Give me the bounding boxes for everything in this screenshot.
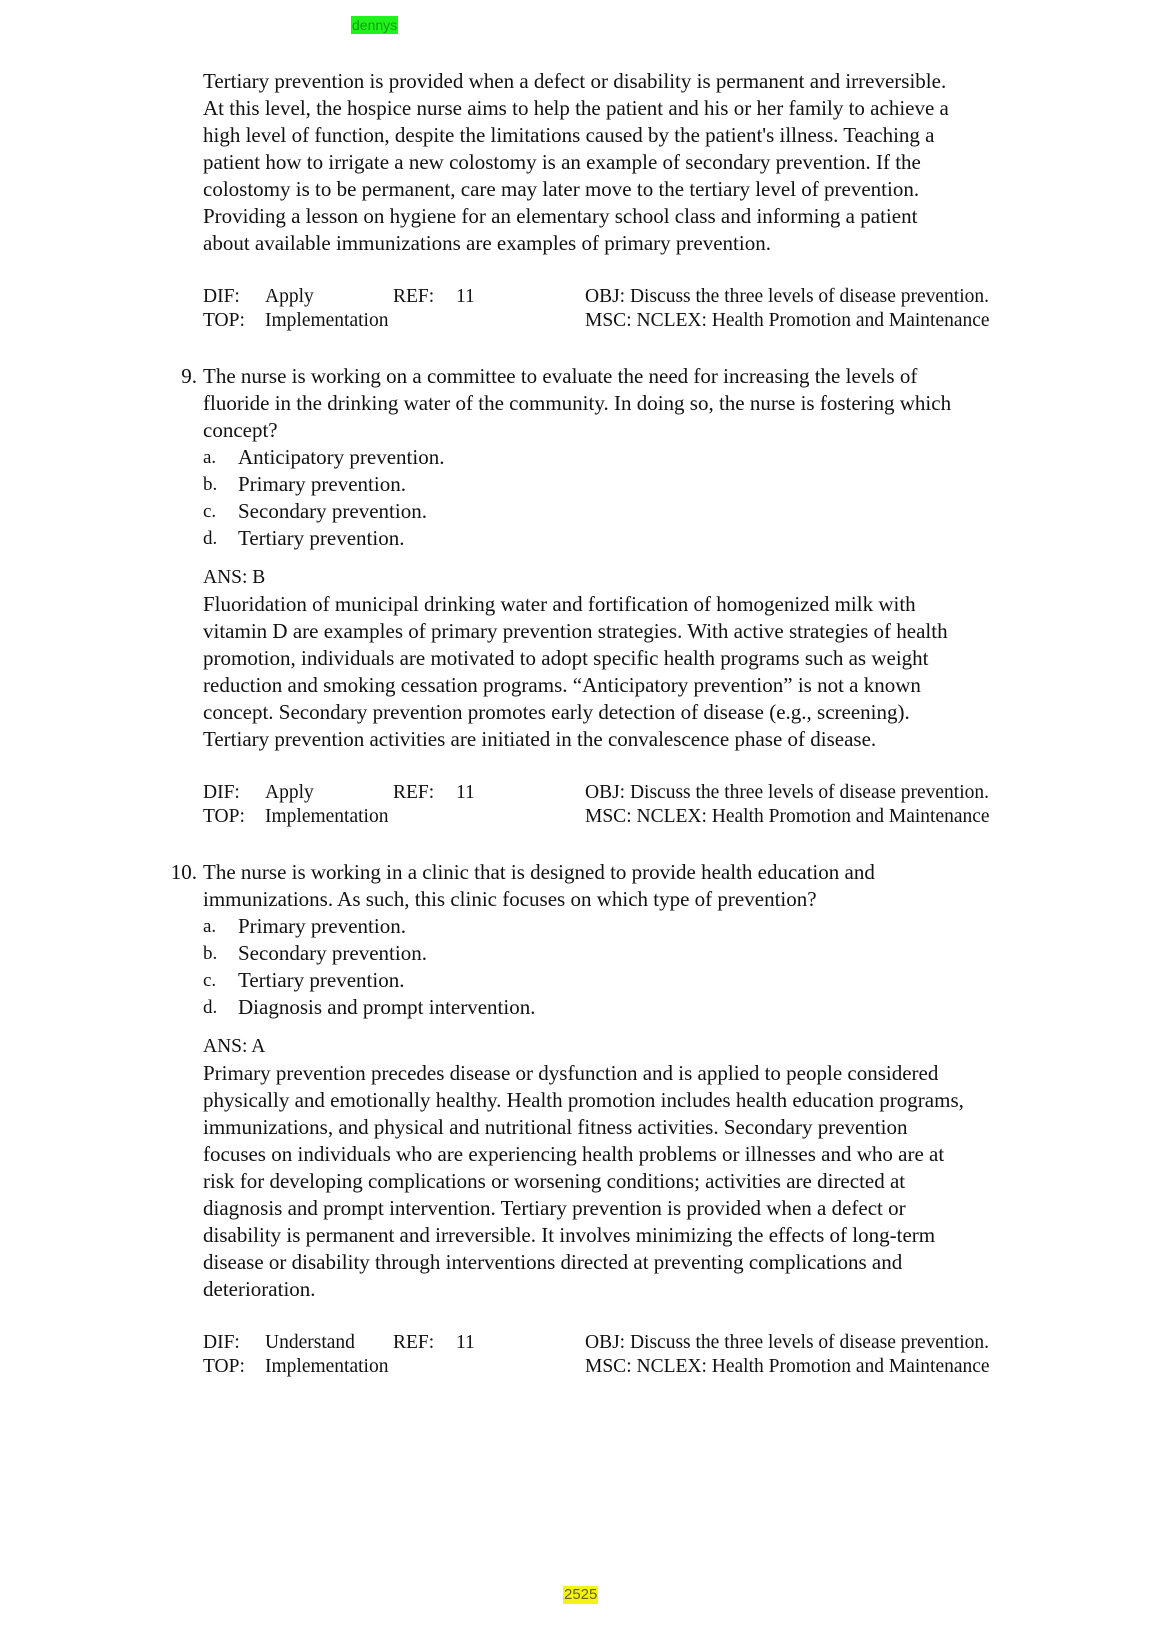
option-letter: b. bbox=[203, 943, 218, 964]
msc-text: MSC: NCLEX: Health Promotion and Maintenance bbox=[585, 806, 990, 827]
highlight-tag: dennys bbox=[352, 17, 398, 33]
option-letter: d. bbox=[203, 997, 218, 1018]
answer-options bbox=[203, 444, 1053, 552]
option-letter: a. bbox=[203, 916, 217, 937]
dif-label: DIF: bbox=[203, 1332, 240, 1353]
dif-value: Apply bbox=[265, 782, 314, 803]
option-text: Diagnosis and prompt intervention. bbox=[238, 995, 536, 1019]
question-metadata bbox=[203, 781, 1053, 831]
option-d bbox=[203, 994, 1053, 1021]
option-letter: d. bbox=[203, 528, 218, 549]
ref-label: REF: bbox=[393, 782, 435, 803]
option-text: Tertiary prevention. bbox=[238, 526, 405, 550]
ref-value: 11 bbox=[456, 1332, 475, 1353]
dif-value: Apply bbox=[265, 286, 314, 307]
option-text: Primary prevention. bbox=[238, 914, 406, 938]
question-stem: The nurse is working in a clinic that is designed to provide health education and immunizations. As such, this clinic focuses on which type of prevention? bbox=[203, 860, 875, 911]
option-c bbox=[203, 498, 1053, 525]
option-a bbox=[203, 444, 1053, 471]
top-label: TOP: bbox=[203, 806, 245, 827]
answer-rationale: Fluoridation of municipal drinking water and fortification of homogenized milk with vitamin D are examples of primary prevention strategies. With active strategies of health promotion, individuals are motivated to adopt specific health programs such as weight reduction and smoking cessation programs. “Anticipatory prevention” is not a known concept. Secondary prevention promotes early detection of disease (e.g., screening). Tertiary prevention activities are initiated in the convalescence phase of disease. bbox=[203, 592, 948, 751]
option-d bbox=[203, 525, 1053, 552]
question-stem: The nurse is working on a committee to evaluate the need for increasing the levels of fluoride in the drinking water of the community. In doing so, the nurse is fostering which concept? bbox=[203, 364, 952, 442]
question-metadata bbox=[203, 1331, 1053, 1381]
option-letter: c. bbox=[203, 970, 217, 991]
msc-text: MSC: NCLEX: Health Promotion and Maintenance bbox=[585, 1356, 990, 1377]
obj-text: OBJ: Discuss the three levels of disease prevention. bbox=[585, 782, 989, 803]
ref-label: REF: bbox=[393, 1332, 435, 1353]
page-number: 2525 bbox=[564, 1586, 598, 1603]
option-text: Tertiary prevention. bbox=[238, 968, 405, 992]
obj-text: OBJ: Discuss the three levels of disease prevention. bbox=[585, 1332, 989, 1353]
option-text: Primary prevention. bbox=[238, 472, 406, 496]
dif-label: DIF: bbox=[203, 286, 240, 307]
option-a bbox=[203, 913, 1053, 940]
answer-key: ANS: B bbox=[203, 567, 266, 588]
dif-label: DIF: bbox=[203, 782, 240, 803]
option-letter: b. bbox=[203, 474, 218, 495]
ref-value: 11 bbox=[456, 782, 475, 803]
option-c bbox=[203, 967, 1053, 994]
option-letter: a. bbox=[203, 447, 217, 468]
option-b bbox=[203, 471, 1053, 498]
question-number: 9. bbox=[181, 364, 197, 388]
top-value: Implementation bbox=[265, 806, 389, 827]
answer-key: ANS: A bbox=[203, 1036, 266, 1057]
dif-value: Understand bbox=[265, 1332, 355, 1353]
option-b bbox=[203, 940, 1053, 967]
page-content bbox=[170, 68, 1053, 1381]
top-label: TOP: bbox=[203, 310, 245, 331]
top-value: Implementation bbox=[265, 1356, 389, 1377]
option-letter: c. bbox=[203, 501, 217, 522]
answer-options bbox=[203, 913, 1053, 1021]
question-number: 10. bbox=[170, 860, 197, 884]
option-text: Secondary prevention. bbox=[238, 499, 427, 523]
question-metadata bbox=[203, 285, 1053, 335]
top-value: Implementation bbox=[265, 310, 389, 331]
intro-rationale: Tertiary prevention is provided when a defect or disability is permanent and irreversible. At this level, the hospice nurse aims to help the patient and his or her family to achieve a high level of function, despite the limitations caused by the patient's illness. Teaching a patient how to irrigate a new colostomy is an example of secondary prevention. If the colostomy is to be permanent, care may later move to the tertiary level of prevention. Providing a lesson on hygiene for an elementary school class and informing a patient about available immunizations are examples of primary prevention. bbox=[203, 69, 949, 255]
question-9 bbox=[181, 363, 1053, 831]
option-text: Anticipatory prevention. bbox=[238, 445, 445, 469]
answer-rationale: Primary prevention precedes disease or dysfunction and is applied to people considered physically and emotionally healthy. Health promotion includes health education programs, immunizations, and physical and nutritional fitness activities. Secondary prevention focuses on individuals who are experiencing health problems or illnesses and who are at risk for developing complications or worsening conditions; activities are directed at diagnosis and prompt intervention. Tertiary prevention is provided when a defect or disability is permanent and irreversible. It involves minimizing the effects of long-term disease or disability through interventions directed at preventing complications and deterioration. bbox=[203, 1061, 964, 1301]
msc-text: MSC: NCLEX: Health Promotion and Maintenance bbox=[585, 310, 990, 331]
ref-value: 11 bbox=[456, 286, 475, 307]
question-10 bbox=[170, 859, 1053, 1381]
top-label: TOP: bbox=[203, 1356, 245, 1377]
ref-label: REF: bbox=[393, 286, 435, 307]
option-text: Secondary prevention. bbox=[238, 941, 427, 965]
obj-text: OBJ: Discuss the three levels of disease prevention. bbox=[585, 286, 989, 307]
